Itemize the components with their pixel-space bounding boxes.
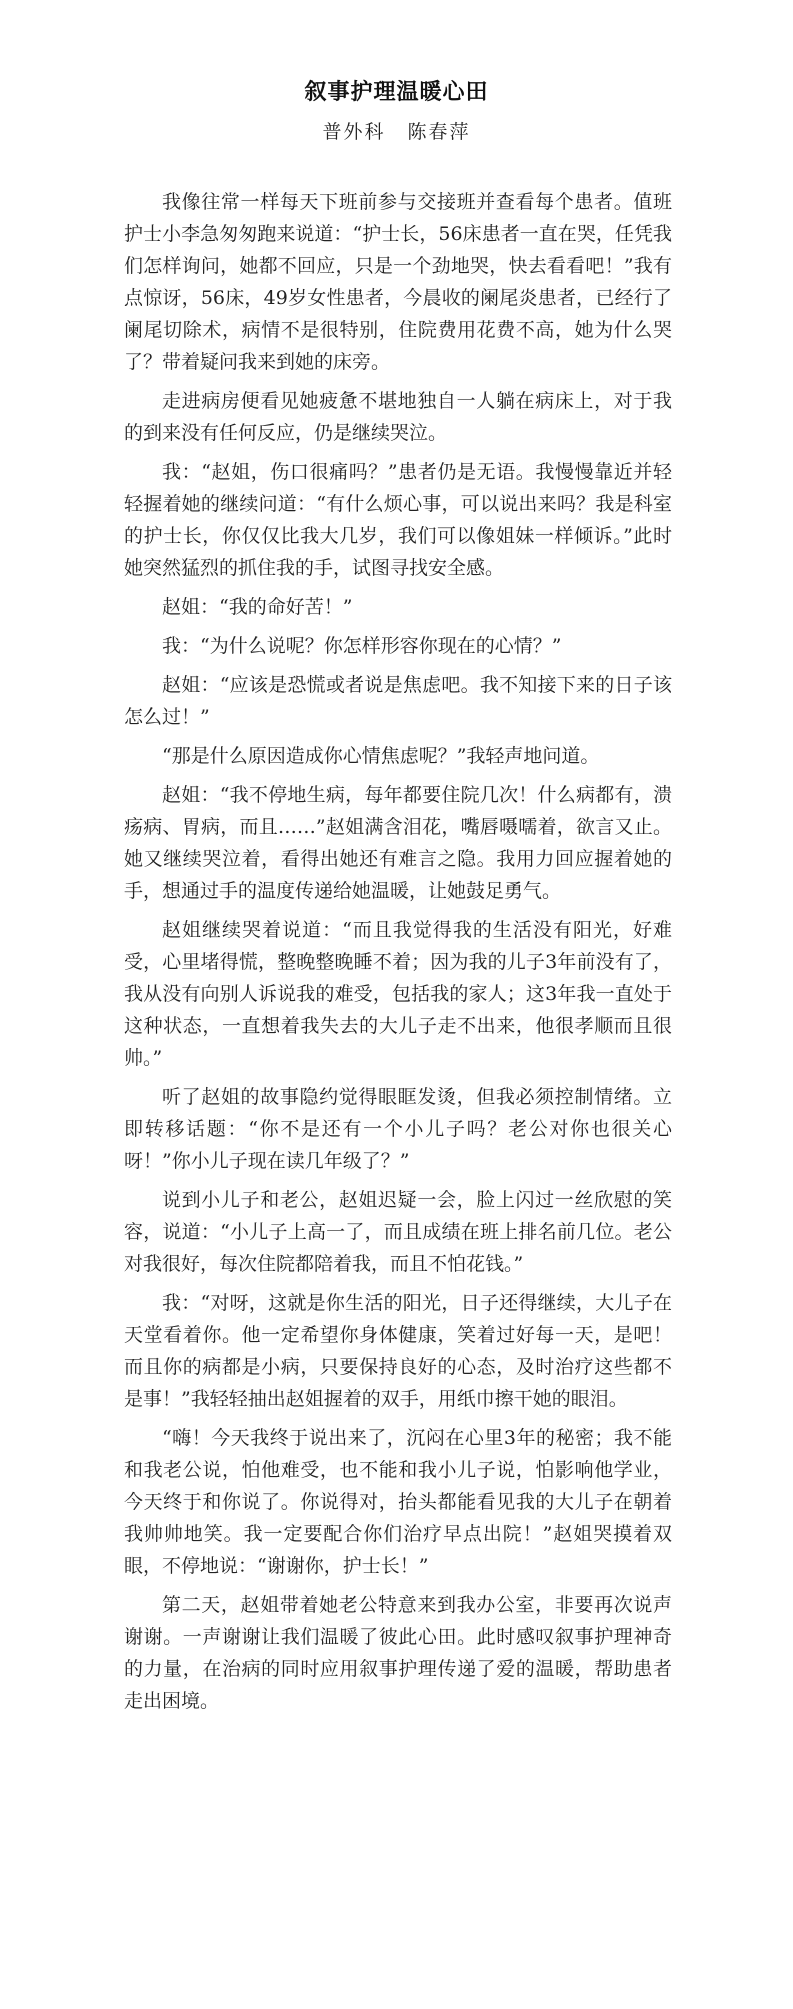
paragraph: 听了赵姐的故事隐约觉得眼眶发烫，但我必须控制情绪。立即转移话题：“你不是还有一个小儿子吗？老公对你也很关心呀！”你小儿子现在读几年级了？”	[124, 1086, 672, 1172]
paragraph: 赵姐：“我不停地生病，每年都要住院几次！什么病都有，溃疡病、胃病，而且……”赵姐满含泪花，嘴唇嗫嚅着，欲言又止。她又继续哭泣着，看得出她还有难言之隐。我用力回应握着她的手，想通过手的温度传递给她温暖，让她鼓足勇气。	[124, 784, 672, 902]
article-body	[124, 186, 672, 1724]
paragraph: 我：“对呀，这就是你生活的阳光，日子还得继续，大儿子在天堂看着你。他一定希望你身体健康，笑着过好每一天，是吧！而且你的病都是小病，只要保持良好的心态，及时治疗这些都不是事！”我轻轻抽出赵姐握着的双手，用纸巾擦干她的眼泪。	[124, 1292, 672, 1410]
paragraph: 说到小儿子和老公，赵姐迟疑一会，脸上闪过一丝欣慰的笑容，说道：“小儿子上高一了，而且成绩在班上排名前几位。老公对我很好，每次住院都陪着我，而且不怕花钱。”	[124, 1189, 672, 1275]
paragraph: 我像往常一样每天下班前参与交接班并查看每个患者。值班护士小李急匆匆跑来说道：“护士长，56床患者一直在哭，任凭我们怎样询问，她都不回应，只是一个劲地哭，快去看看吧！”我有点惊讶，56床，49岁女性患者，今晨收的阑尾炎患者，已经行了阑尾切除术，病情不是很特别，住院费用花费不高，她为什么哭了？带着疑问我来到她的床旁。	[124, 191, 672, 373]
department-label: 普外科	[322, 121, 386, 143]
paragraph: 我：“为什么说呢？你怎样形容你现在的心情？”	[162, 635, 562, 657]
author-name: 陈春萍	[407, 121, 471, 143]
paragraph: 赵姐：“我的命好苦！”	[162, 596, 353, 618]
paragraph: 走进病房便看见她疲惫不堪地独自一人躺在病床上，对于我的到来没有任何反应，仍是继续哭泣。	[124, 390, 672, 444]
paragraph: 赵姐：“应该是恐慌或者说是焦虑吧。我不知接下来的日子该怎么过！”	[124, 674, 672, 728]
paragraph: 我：“赵姐，伤口很痛吗？”患者仍是无语。我慢慢靠近并轻轻握着她的继续问道：“有什么烦心事，可以说出来吗？我是科室的护士长，你仅仅比我大几岁，我们可以像姐妹一样倾诉。”此时她突然猛烈的抓住我的手，试图寻找安全感。	[124, 461, 672, 579]
paragraph: “那是什么原因造成你心情焦虑呢？”我轻声地问道。	[162, 745, 600, 767]
paragraph: 赵姐继续哭着说道：“而且我觉得我的生活没有阳光，好难受，心里堵得慌，整晚整晚睡不着；因为我的儿子3年前没有了，我从没有向别人诉说我的难受，包括我的家人；这3年我一直处于这种状态，一直想着我失去的大儿子走不出来，他很孝顺而且很帅。”	[124, 919, 672, 1069]
article-byline	[0, 118, 793, 146]
paragraph: 第二天，赵姐带着她老公特意来到我办公室，非要再次说声谢谢。一声谢谢让我们温暖了彼此心田。此时感叹叙事护理神奇的力量，在治病的同时应用叙事护理传递了爱的温暖，帮助患者走出困境。	[124, 1594, 672, 1712]
paragraph: “嗨！今天我终于说出来了，沉闷在心里3年的秘密；我不能和我老公说，怕他难受，也不能和我小儿子说，怕影响他学业，今天终于和你说了。你说得对，抬头都能看见我的大儿子在朝着我帅帅地笑。我一定要配合你们治疗早点出院！”赵姐哭摸着双眼，不停地说：“谢谢你，护士长！”	[124, 1427, 672, 1577]
article-title: 叙事护理温暖心田	[304, 80, 489, 105]
